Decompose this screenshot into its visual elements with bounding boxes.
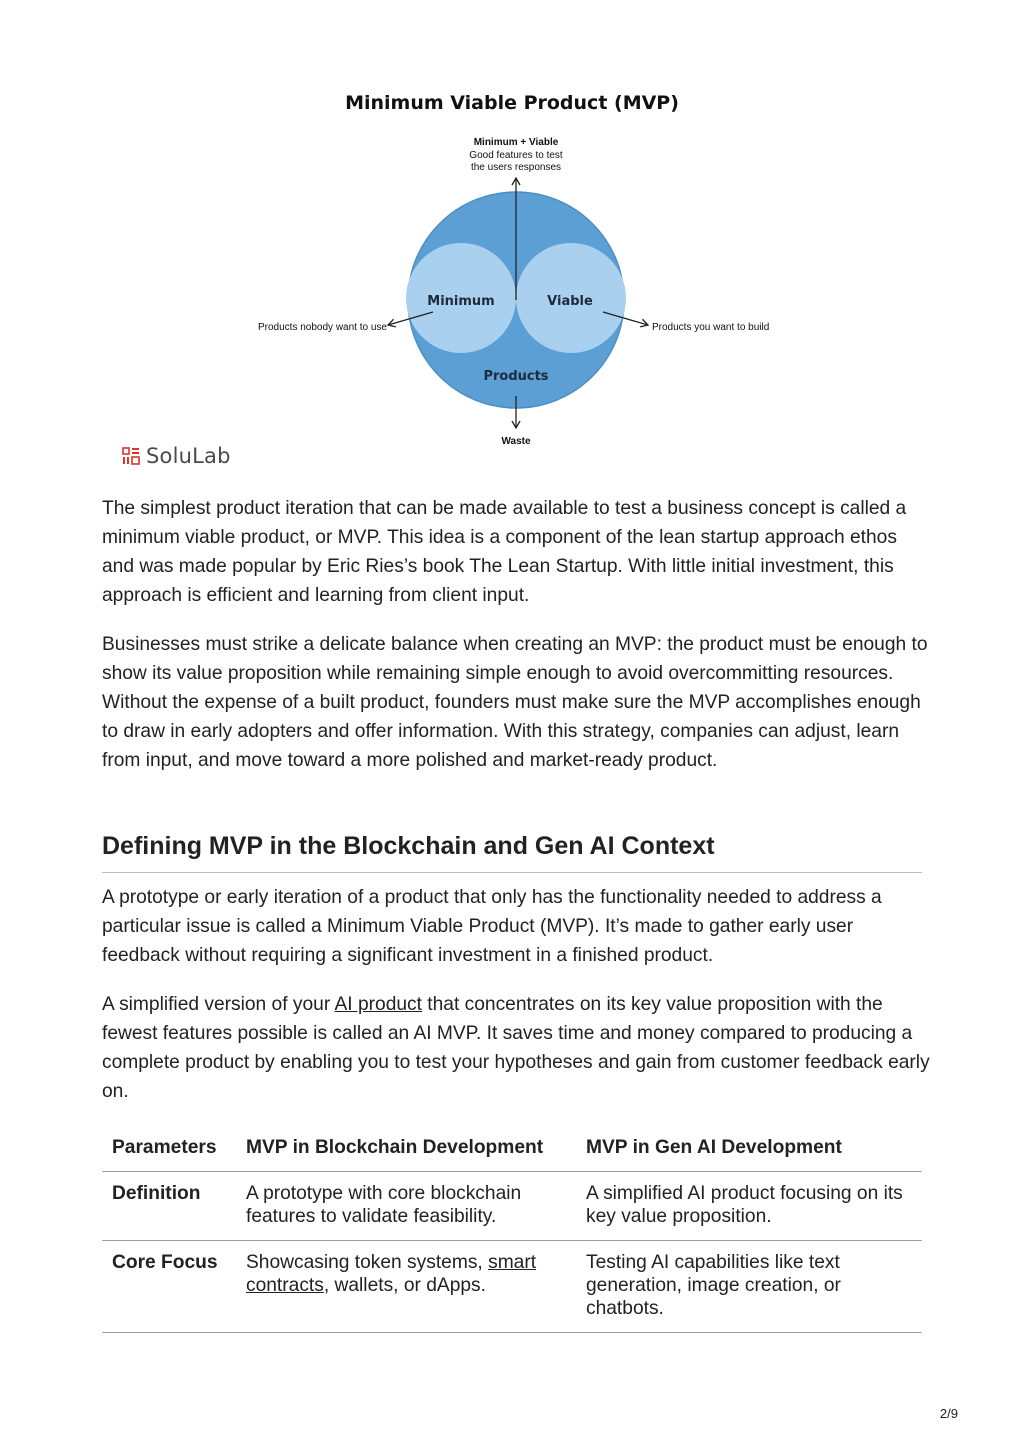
top-label-line-3: the users responses (470, 162, 562, 173)
mvp-venn-diagram (240, 128, 800, 458)
right-arrow-label: Products you want to build (652, 322, 770, 333)
section-heading: Defining MVP in the Blockchain and Gen AI Context (102, 832, 715, 860)
solulab-logo-icon (122, 447, 140, 465)
cell-text-end: , wallets, or dApps. (323, 1275, 486, 1296)
row-genai-cell: A simplified AI product focusing on its key value proposition. (586, 1183, 903, 1227)
brand-name: SoluLab (146, 444, 231, 468)
row-parameter: Core Focus (112, 1252, 218, 1273)
table-row (102, 1241, 922, 1333)
comparison-table (102, 1126, 922, 1333)
row-blockchain-cell (236, 1241, 576, 1333)
products-label: Products (483, 369, 549, 384)
table-row (102, 1172, 922, 1241)
paragraph-intro: The simplest product iteration that can be made available to test a business concept is called a minimum viable product, or MVP. This idea is a component of the lean startup approach ethos and was made popular by Eric Ries’s book The Lean Startup. With little initial investment, this approach is efficient and learning from client input. (102, 498, 907, 606)
row-genai-cell: Testing AI capabilities like text generation, image creation, or chatbots. (586, 1252, 841, 1319)
left-arrow-label: Products nobody want to use (258, 322, 387, 333)
paragraph-balance: Businesses must strike a delicate balance when creating an MVP: the product must be enough to show its value proposition while remaining simple enough to avoid overcommitting resources. Without the expense of a built product, founders must make sure the MVP accomplishes enough to draw in early adopters and offer information. With this strategy, companies can adjust, learn from input, and move toward a more polished and market-ready product. (102, 634, 928, 771)
column-header-blockchain: MVP in Blockchain Development (246, 1137, 544, 1158)
row-blockchain-cell: A prototype with core blockchain features to validate feasibility. (246, 1183, 522, 1227)
cell-text-start: Showcasing token systems, (246, 1252, 489, 1273)
ai-mvp-text-start: A simplified version of your (102, 994, 335, 1015)
ai-product-link[interactable]: AI product (334, 994, 422, 1015)
row-parameter: Definition (112, 1183, 201, 1204)
heading-divider (102, 872, 922, 873)
paragraph-ai-mvp (102, 990, 932, 1106)
column-header-genai: MVP in Gen AI Development (586, 1137, 842, 1158)
top-label-line-2: Good features to test (469, 150, 563, 161)
viable-label: Viable (547, 294, 593, 309)
figure-title: Minimum Viable Product (MVP) (345, 92, 679, 114)
solulab-brand (122, 444, 231, 468)
minimum-label: Minimum (427, 294, 495, 309)
top-label-line-1: Minimum + Viable (473, 137, 559, 148)
table-header-row (102, 1126, 922, 1172)
column-header-parameters: Parameters (112, 1137, 217, 1158)
bottom-label: Waste (501, 436, 531, 447)
smart-contracts-link[interactable]: smart contracts (246, 1252, 537, 1296)
paragraph-definition: A prototype or early iteration of a product that only has the functionality needed to address a particular issue is called a Minimum Viable Product (MVP). It’s made to gather early user feedback without requiring a significant investment in a finished product. (102, 887, 882, 966)
ai-mvp-text-end: that concentrates on its key value proposition with the fewest features possible is called an AI MVP. It saves time and money compared to producing a complete product by enabling you to test your hypotheses and gain from customer feedback early on. (102, 994, 930, 1102)
page-number: 2/9 (939, 1406, 958, 1421)
